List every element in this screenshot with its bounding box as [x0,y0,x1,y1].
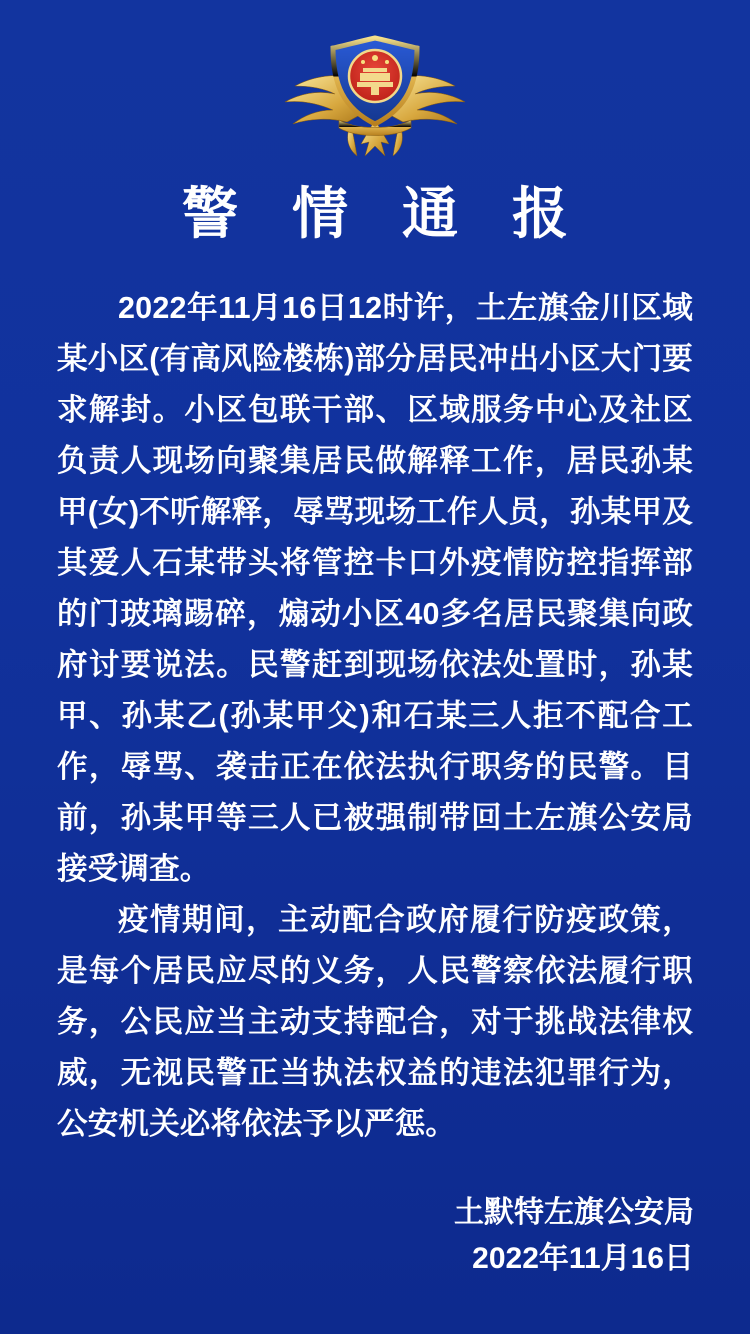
signature-block [454,1190,694,1282]
police-badge-emblem-icon [265,24,485,169]
signature-date: 2022年11月16日 [472,1242,694,1275]
page-title: 警 情 通 报 [182,184,588,246]
emblem-container [260,24,490,174]
signature-organization: 土默特左旗公安局 [454,1196,694,1229]
notice-paragraph-1: 2022年11月16日12时许，土左旗金川区域某小区(有高风险楼栋)部分居民冲出小区大门要求解封。小区包联干部、区域服务中心及社区负责人现场向聚集居民做解释工作，居民孙某甲(女)不听解释，辱骂现场工作人员，孙某甲及其爱人石某带头将管控卡口外疫情防控指挥部的门玻璃踢碎，煽动小区40多名居民聚集向政府讨要说法。民警赶到现场依法处置时，孙某甲、孙某乙(孙某甲父)和石某三人拒不配合工作，辱骂、袭击正在依法执行职务的民警。目前，孙某甲等三人已被强制带回土左旗公安局接受调查。 [57,291,693,887]
notice-paragraph-2: 疫情期间，主动配合政府履行防疫政策，是每个居民应尽的义务，人民警察依法履行职务，公民应当主动支持配合，对于挑战法律权威，无视民警正当执法权益的违法犯罪行为，公安机关必将依法予以严惩。 [57,903,693,1142]
notice-body [57,283,693,1150]
